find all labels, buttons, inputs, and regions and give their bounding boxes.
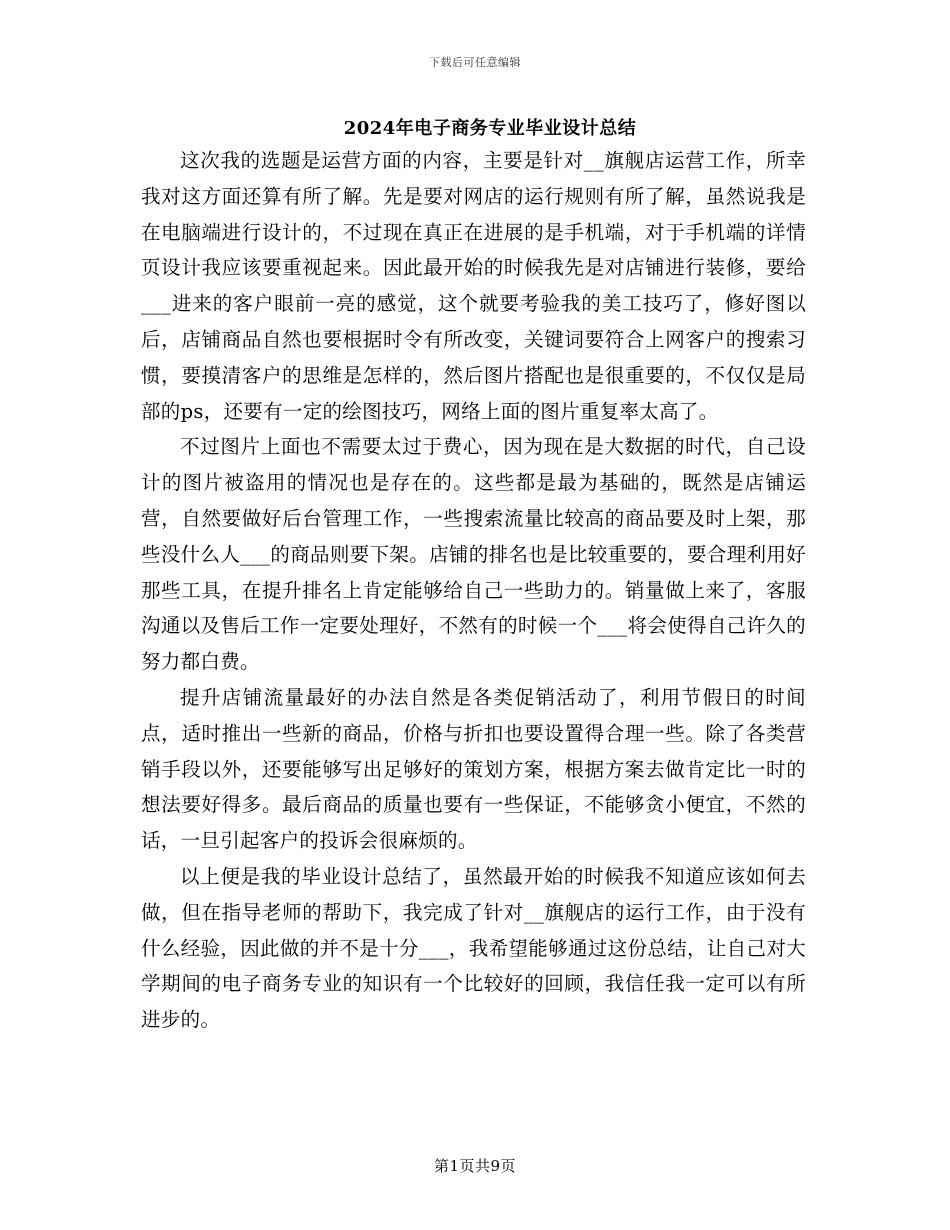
paragraph-2: 不过图片上面也不需要太过于费心，因为现在是大数据的时代，自己设计的图片被盗用的情况也是存在的。这些都是最为基础的，既然是店铺运营，自然要做好后台管理工作，一些搜索流量比较高的商品要及时上架，那些没什么人___的商品则要下架。店铺的排名也是比较重要的，要合理利用好那些工具，在提升排名上肯定能够给自己一些助力的。销量做上来了，客服沟通以及售后工作一定要处理好，不然有的时候一个___将会使得自己许久的努力都白费。 — [141, 435, 806, 674]
paragraph-1: 这次我的选题是运营方面的内容，主要是针对__旗舰店运营工作，所幸我对这方面还算有所了解。先是要对网店的运行规则有所了解，虽然说我是在电脑端进行设计的，不过现在真正在进展的是手机端，对于手机端的详情页设计我应该要重视起来。因此最开始的时候我先是对店铺进行装修，要给___进来的客户眼前一亮的感觉，这个就要考验我的美工技巧了，修好图以后，店铺商品自然也要根据时令有所改变，关键词要符合上网客户的搜索习惯，要摸清客户的思维是怎样的，然后图片搭配也是很重要的，不仅仅是局部的ps，还要有一定的绘图技巧，网络上面的图片重复率太高了。 — [141, 149, 806, 423]
document-title: 2024年电子商务专业毕业设计总结 — [343, 118, 637, 139]
paragraph-4: 以上便是我的毕业设计总结了，虽然最开始的时候我不知道应该如何去做，但在指导老师的帮助下，我完成了针对__旗舰店的运行工作，由于没有什么经验，因此做的并不是十分___，我希望能够通过这份总结，让自己对大学期间的电子商务专业的知识有一个比较好的回顾，我信任我一定可以有所进步的。 — [141, 864, 806, 1032]
header-note: 下载后可任意编辑 — [429, 56, 521, 69]
paragraph-3: 提升店铺流量最好的办法自然是各类促销活动了，利用节假日的时间点，适时推出一些新的商品，价格与折扣也要设置得合理一些。除了各类营销手段以外，还要能够写出足够好的策划方案，根据方案去做肯定比一时的想法要好得多。最后商品的质量也要有一些保证，不能够贪小便宜，不然的话，一旦引起客户的投诉会很麻烦的。 — [141, 685, 806, 853]
page-number: 第1页共9页 — [433, 1157, 517, 1175]
document-body — [141, 143, 806, 1038]
